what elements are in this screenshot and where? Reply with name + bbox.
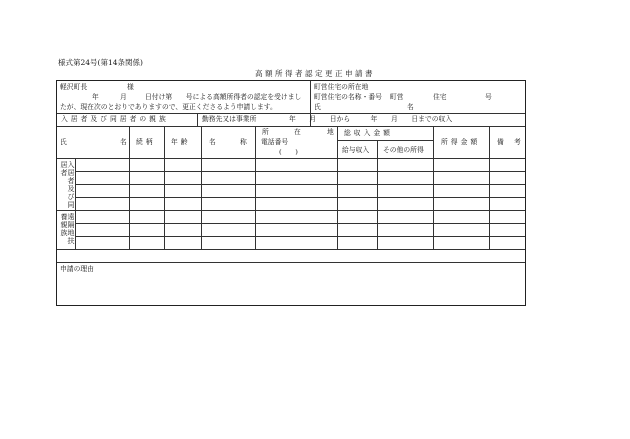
col-phone-paren: ( ) — [279, 148, 298, 156]
form-number: 様式第24号(第14条関係) — [58, 58, 143, 67]
housing-name-suffix: 住宅 — [433, 93, 447, 101]
row-divider — [75, 197, 525, 198]
row-divider — [57, 113, 525, 114]
col-name-1: 氏 — [60, 138, 67, 146]
date-year-label: 年 — [92, 93, 99, 101]
row-divider — [57, 249, 525, 250]
col-company-name-1: 名 — [209, 138, 216, 146]
row-divider — [75, 171, 525, 172]
col-location-2: 在 — [294, 128, 301, 136]
residents-section-label: 入居者及び同居者の親族 — [61, 115, 169, 123]
housing-name-prefix: 町営 — [390, 93, 404, 101]
applicant-name-label-1: 氏 — [314, 103, 321, 111]
recipient-name: 軽沢町長 — [60, 83, 88, 91]
col-divider — [489, 126, 490, 249]
col-relation: 続柄 — [136, 138, 156, 146]
col-divider — [197, 113, 198, 126]
col-divider — [129, 126, 130, 249]
col-company-name-2: 称 — [240, 138, 247, 146]
application-form — [56, 80, 526, 306]
col-location-1: 所 — [262, 128, 269, 136]
income-period: 年 月 日から 年 月 日までの収入 — [289, 115, 453, 123]
col-divider — [75, 158, 76, 249]
row-divider — [75, 184, 525, 185]
group-label-cohabitants: 入居者及び同居者 — [60, 161, 75, 209]
row-divider — [75, 223, 525, 224]
col-location-3: 地 — [327, 128, 334, 136]
col-salary-income: 給与収入 — [342, 146, 370, 154]
housing-number-suffix: 号 — [485, 93, 492, 101]
group-label-remote-dependents: 遠隔地扶養親族 — [60, 213, 75, 245]
reason-label: 申請の理由 — [60, 265, 94, 273]
row-divider — [57, 210, 525, 211]
col-income-amount: 所得金額 — [441, 138, 481, 146]
applicant-name-label-2: 名 — [407, 103, 414, 111]
row-divider — [75, 236, 525, 237]
date-month-label: 月 — [120, 93, 127, 101]
col-divider — [201, 126, 202, 249]
col-remarks-1: 備 — [497, 138, 504, 146]
workplace-section-label: 勤務先又は事業所 — [202, 115, 257, 123]
col-divider — [255, 126, 256, 249]
col-other-income: その他の所得 — [383, 146, 424, 154]
form-title: 高額所得者認定更正申請書 — [255, 69, 375, 78]
declaration-line-2: たが、現在次のとおりでありますので、更正くださるよう申請します。 — [60, 103, 277, 111]
row-divider — [57, 158, 525, 159]
col-divider — [433, 126, 434, 249]
col-age: 年齢 — [171, 138, 191, 146]
housing-address-label: 町営住宅の所在地 — [314, 83, 369, 91]
col-phone: 電話番号 — [261, 138, 289, 146]
col-total-income: 総収入金額 — [344, 129, 393, 137]
col-remarks-2: 考 — [514, 138, 521, 146]
col-divider — [377, 140, 378, 249]
col-divider — [164, 126, 165, 249]
row-divider — [337, 140, 433, 141]
row-divider — [57, 126, 525, 127]
col-name-2: 名 — [120, 138, 127, 146]
declaration-line-1: 日付け第 号による高額所得者の認定を受けまし — [145, 93, 302, 101]
row-divider — [57, 262, 525, 263]
housing-name-label: 町営住宅の名称・番号 — [314, 93, 382, 101]
recipient-honorific: 様 — [127, 83, 134, 91]
col-divider — [337, 126, 338, 249]
